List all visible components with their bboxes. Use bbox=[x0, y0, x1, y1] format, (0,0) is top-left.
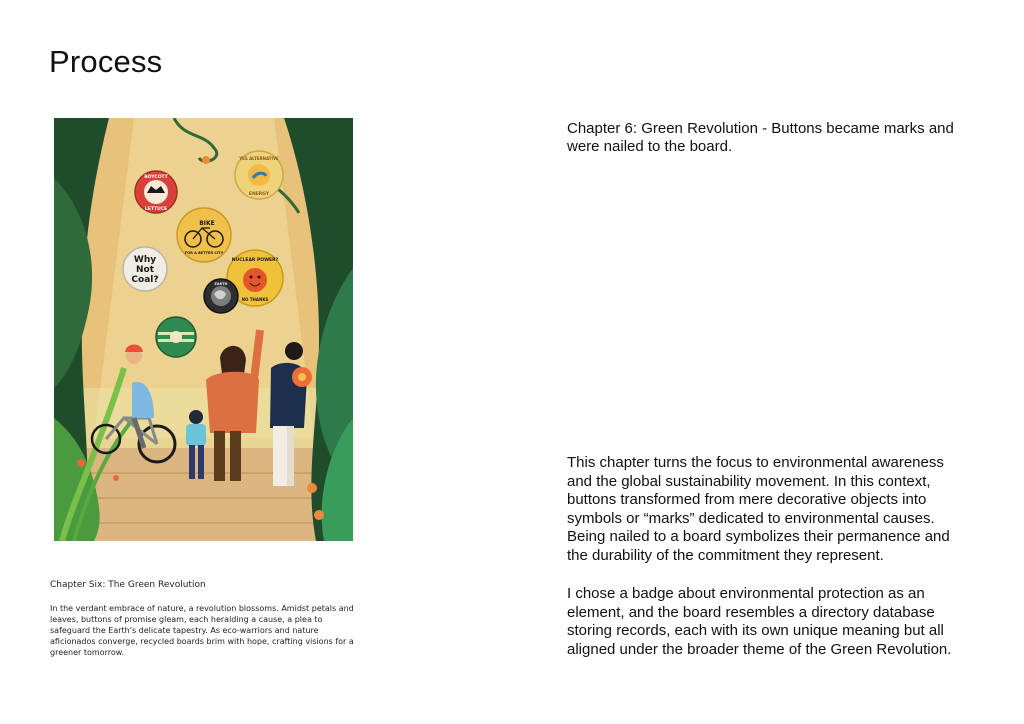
green-revolution-illustration bbox=[54, 118, 353, 541]
svg-text:YES ALTERNATIVE: YES ALTERNATIVE bbox=[239, 156, 279, 161]
svg-text:FOR A BETTER CITY: FOR A BETTER CITY bbox=[184, 251, 224, 255]
svg-text:NUCLEAR POWER?: NUCLEAR POWER? bbox=[231, 258, 279, 263]
button-why-not-coal bbox=[123, 247, 167, 291]
illustration-caption-title: Chapter Six: The Green Revolution bbox=[50, 580, 206, 590]
button-earth bbox=[204, 279, 238, 313]
svg-text:Not: Not bbox=[135, 265, 155, 275]
svg-text:BOYCOTT: BOYCOTT bbox=[144, 175, 168, 180]
button-green-stripes bbox=[156, 317, 196, 357]
svg-text:Coal?: Coal? bbox=[131, 275, 159, 285]
chapter-paragraph-1: This chapter turns the focus to environmental awareness and the global sustainability movement. In this context, buttons transformed from mere decorative objects into symbols or “marks” dedicated to environmental causes. Being nailed to a board symbolizes their permanence and the durability of the commitment they represent. bbox=[567, 454, 950, 564]
illustration-caption-body: In the verdant embrace of nature, a revolution blossoms. Amidst petals and leaves, buttons of promise gleam, each heralding a cause, a plea to safeguard the Earth's delicate tapestry. As eco-warriors and nature aficionados converge, recycled boards brim with hope, crafting visions for a greener tomorrow. bbox=[50, 604, 354, 657]
svg-text:Why: Why bbox=[133, 255, 157, 265]
button-boycott-lettuce bbox=[135, 171, 177, 213]
svg-text:ENERGY: ENERGY bbox=[248, 192, 270, 197]
button-alternative-energy bbox=[235, 151, 283, 199]
svg-text:EARTH: EARTH bbox=[214, 282, 228, 286]
page-title: Process bbox=[49, 44, 163, 79]
svg-text:BIKE: BIKE bbox=[199, 220, 215, 227]
svg-text:NO THANKS: NO THANKS bbox=[241, 297, 269, 302]
button-bike bbox=[177, 208, 231, 262]
chapter-paragraph-2: I chose a badge about environmental protection as an element, and the board resembles a directory database storing records, each with its own unique meaning but all aligned under the broader theme of the Green Revolution. bbox=[567, 585, 952, 658]
svg-text:LETTUCE: LETTUCE bbox=[144, 207, 168, 212]
chapter-heading: Chapter 6: Green Revolution - Buttons became marks and were nailed to the board. bbox=[567, 120, 954, 155]
